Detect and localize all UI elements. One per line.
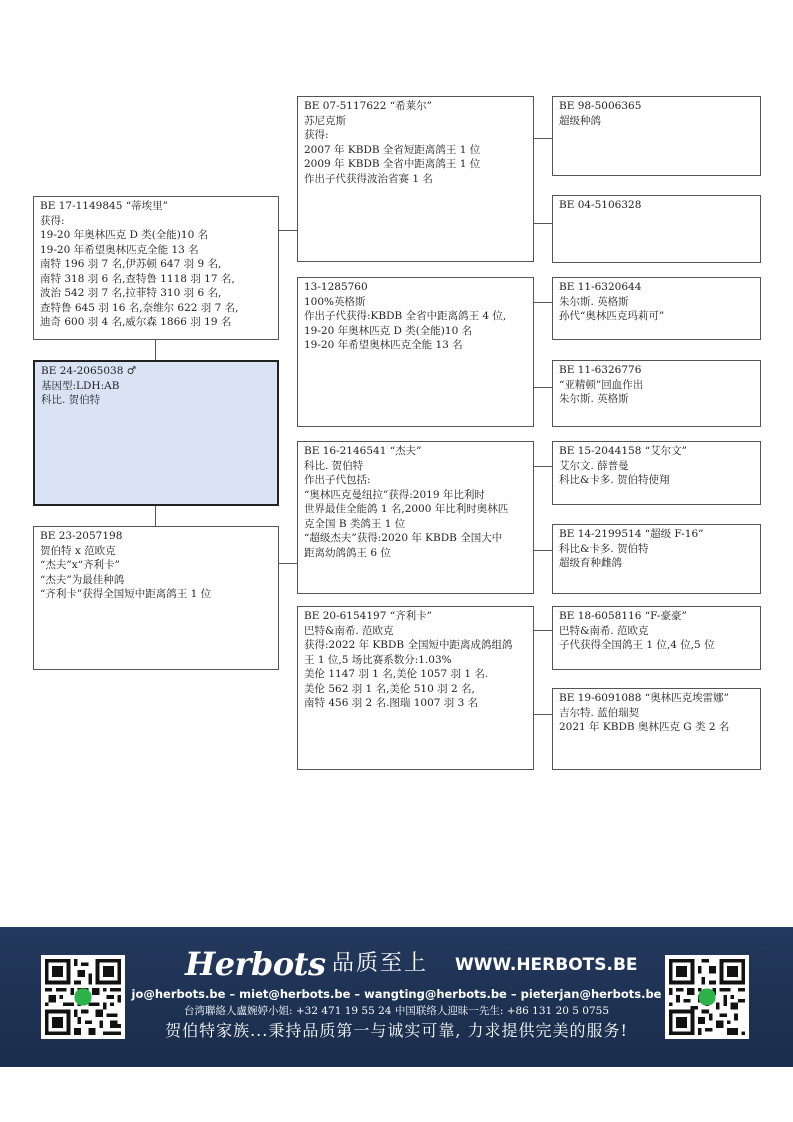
pedigree-line: BE 11-6320644 [559,281,642,293]
contact-emails[interactable]: jo@herbots.be – miet@herbots.be – wangting@herbots.be – pieterjan@herbots.be [131,987,662,1001]
pedigree-line: 艾尔文. 薛普曼 [559,459,629,472]
pedigree-line: 超级育种雌鸽 [559,557,622,569]
contact-phones: 台湾聯絡人盧婉婷小姐: +32 471 19 55 24 中国联络人迎昧一先生: +86 131 20 5 0755 [183,1005,610,1017]
pedigree-line: 巴特&南希. 范欧克 [304,624,394,637]
pedigree-line: BE 98-5006365 [559,100,642,112]
pedigree-line: 波治 542 羽 7 名,拉菲特 310 羽 6 名, [40,287,222,299]
pedigree-line: 南特 456 羽 2 名.图瑞 1007 羽 3 名 [304,697,479,709]
subject-breeder: 科比. 贺伯特 [41,394,101,406]
pedigree-line: BE 15-2044158 “艾尔文” [559,445,687,457]
pedigree-line: 吉尔特. 蓝伯瑞契 [559,706,640,719]
pedigree-line: “杰夫”为最佳种鸽 [40,573,125,586]
pedigree-line: 2007 年 KBDB 全省短距离鸽王 1 位 [304,143,481,156]
pedigree-line: BE 17-1149845 “蒂埃里” [40,200,168,212]
connector-line [533,466,552,467]
footer-banner [0,927,793,1067]
pedigree-line: 作出子代获得:KBDB 全省中距离鸽王 4 位, [304,310,507,322]
connector-line [533,223,552,224]
pedigree-line: 南特 318 羽 6 名,查特鲁 1118 羽 17 名, [40,272,235,285]
pedigree-line: 作出子代包括: [304,474,371,486]
pedigree-line: 超级种鸽 [559,114,601,127]
dam-box [33,526,279,670]
dam-dam-box [297,606,534,770]
connector-line [278,230,297,231]
herbots-logo: Herbots [185,945,326,983]
pedigree-line: BE 07-5117622 “希莱尔” [304,100,432,112]
pedigree-line: 王 1 位,5 场比赛系数分:1.03% [304,653,452,666]
pedigree-line: BE 23-2057198 [40,530,123,542]
connector-line [278,563,297,564]
pedigree-line: 距离幼鸽鸽王 6 位 [304,546,391,559]
ancestor-box [552,606,761,670]
pedigree-line: 19-20 年希望奥林匹克全能 13 名 [40,243,199,256]
pedigree-line: 世界最佳全能鸽 1 名,2000 年比利时奥林匹 [304,503,509,515]
pedigree-line: BE 14-2199514 “超级 F-16” [559,528,704,540]
pedigree-line: 19-20 年希望奥林匹克全能 13 名 [304,339,463,351]
connector-line [533,302,552,303]
brand-row [185,945,638,983]
ancestor-box [552,441,761,505]
subject-ring-number: BE 24-2065038 ♂ [41,365,137,377]
pedigree-line: 巴特&南希. 范欧克 [559,624,649,637]
pedigree-line: 克全国 B 类鸽王 1 位 [304,517,406,530]
pedigree-line: 孙代“奥林匹克玛莉可” [559,310,665,322]
ancestor-box [552,524,761,594]
ancestor-box [552,195,761,263]
pedigree-line: 查特鲁 645 羽 16 名,奈维尔 622 羽 7 名, [40,301,239,314]
pedigree-line: 科比&卡多. 贺伯特 [559,542,649,555]
connector-line [533,138,552,139]
website-link[interactable]: WWW.HERBOTS.BE [455,955,638,975]
pedigree-line: 美伦 1147 羽 1 名,美伦 1057 羽 1 名. [304,668,489,680]
connector-line [533,387,552,388]
ancestor-box [552,360,761,427]
pedigree-line: BE 18-6058116 “F-豪豪” [559,610,687,622]
pedigree-line: 苏尼克斯 [304,114,346,127]
pedigree-line: “亚精顿”回血作出 [559,378,644,391]
connector-line [533,550,552,551]
pedigree-line: 美伦 562 羽 1 名,美伦 510 羽 2 名, [304,682,475,695]
pedigree-line: 2009 年 KBDB 全省中距离鸽王 1 位 [304,158,481,170]
pedigree-line: BE 19-6091088 “奥林匹克埃雷娜” [559,692,729,704]
pedigree-line: “超级杰夫”获得:2020 年 KBDB 全国大中 [304,532,503,544]
pedigree-line: “奥林匹克曼纽拉”获得:2019 年比利时 [304,488,485,501]
pedigree-line: “齐利卡”获得全国短中距离鸽王 1 位 [40,588,212,600]
ancestor-box [552,277,761,340]
sire-box [33,196,279,340]
pedigree-line: BE 04-5106328 [559,199,642,211]
connector-line [533,714,552,715]
pedigree-line: BE 16-2146541 “杰夫” [304,445,422,457]
pedigree-line: 19-20 年奥林匹克 D 类(全能)10 名 [40,229,209,241]
pedigree-line: 获得:2022 年 KBDB 全国短中距离成鸽组鸽 [304,639,513,651]
ancestor-box [552,688,761,770]
pedigree-line: 迪奇 600 羽 4 名,威尔森 1866 羽 19 名 [40,316,232,328]
pedigree-line: 获得: [40,214,65,227]
connector-line [533,630,552,631]
sire-dam-box [297,277,534,427]
pedigree-line: “杰夫”x“齐利卡” [40,559,120,571]
pedigree-line: 朱尔斯. 英格斯 [559,393,629,405]
subject-genotype: 基因型:LDH:AB [41,379,120,392]
sire-sire-box [297,96,534,262]
pedigree-line: 贺伯特 x 范欧克 [40,544,116,557]
pedigree-line: 19-20 年奥林匹克 D 类(全能)10 名 [304,324,473,337]
ancestor-box [552,96,761,176]
pedigree-line: 获得: [304,129,329,141]
pedigree-line: BE 20-6154197 “齐利卡” [304,610,432,622]
pedigree-line: BE 11-6326776 [559,364,642,376]
connector-line [155,339,156,360]
connector-line [155,505,156,526]
pedigree-line: 作出子代获得波治省赛 1 名 [304,172,433,185]
brand-slogan: 品质至上 [332,951,429,976]
pedigree-line: 13-1285760 [304,281,368,293]
pedigree-line: 100%英格斯 [304,295,366,308]
subject-box [33,360,279,506]
footer-tagline: 贺伯特家族...秉持品质第一与诚实可靠, 力求提供完美的服务! [165,1021,628,1040]
dam-sire-box [297,441,534,594]
pedigree-line: 朱尔斯. 英格斯 [559,295,629,308]
pedigree-line: 科比. 贺伯特 [304,459,364,472]
pedigree-line: 科比&卡多. 贺伯特使翔 [559,474,670,486]
pedigree-line: 子代获得全国鸽王 1 位,4 位,5 位 [559,639,715,651]
pedigree-line: 南特 196 羽 7 名,伊苏顿 647 羽 9 名, [40,258,222,270]
pedigree-line: 2021 年 KBDB 奥林匹克 G 类 2 名 [559,721,730,733]
